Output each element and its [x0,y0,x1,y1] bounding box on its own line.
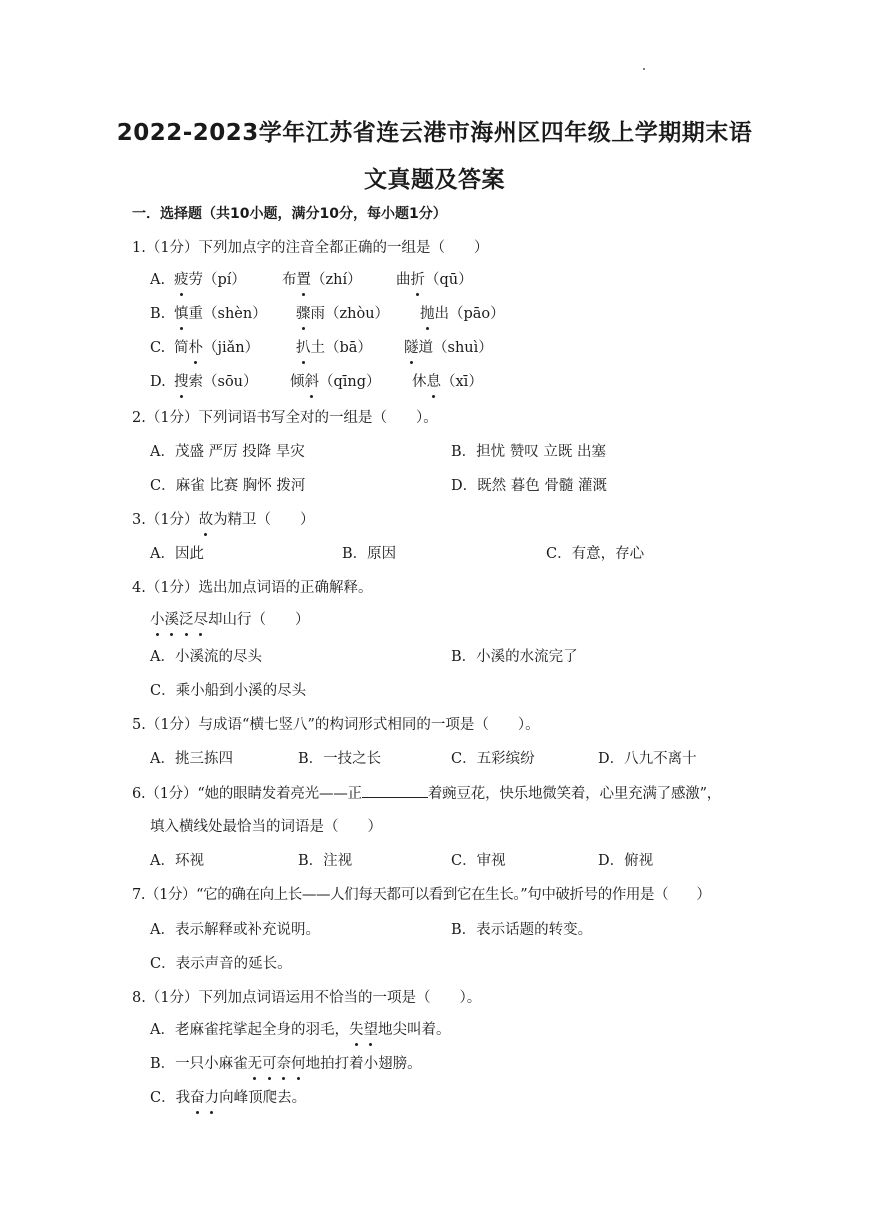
q8-option-b [150,1054,422,1074]
text: 向峰顶爬去。 [219,1090,307,1106]
q4-sentence [150,610,310,630]
emphasis-char: 失 [348,1022,364,1038]
text: 3.（1分） [132,512,199,528]
text: 为精卫（ ） [213,512,315,528]
emphasis-char: 何 [291,1056,306,1072]
emphasis-char: 故 [198,512,214,528]
q1-stem: 1.（1分）下列加点字的注音全都正确的一组是（ ） [132,240,489,256]
q1-b-item3 [420,304,505,324]
q1-option-a [150,270,165,290]
q1-option-c [150,338,165,358]
text: 雨（zhòu） [310,306,390,322]
q5-option-a: A．挑三拣四 [150,751,233,767]
emphasis-char: 奈 [276,1056,292,1072]
text: 道（shuì） [418,340,493,356]
text: 却山行（ ） [208,612,310,628]
emphasis-char: 泛 [179,612,194,628]
text: 布 [282,272,297,288]
emphasis-char: 折 [410,272,425,288]
section-heading: 一．选择题（共10小题，满分10分，每小题1分） [132,206,447,222]
q1-c-item3 [404,338,493,358]
emphasis-char: 搜 [174,374,189,390]
q2-option-a: A．茂盛 严厉 投降 旱灾 [150,444,305,460]
emphasis-char: 尽 [193,612,208,628]
q5-option-c: C．五彩缤纷 [451,751,535,767]
q4-stem: 4.（1分）选出加点词语的正确解释。 [132,580,373,596]
emphasis-char: 隧 [404,340,419,356]
q6-option-a: A．环视 [150,853,204,869]
q5-stem: 5.（1分）与成语“横七竖八”的构词形式相同的一项是（ ）。 [132,717,540,733]
q6-stem-line2: 填入横线处最恰当的词语是（ ） [150,819,382,835]
text: 简 [174,340,189,356]
text: 出（pāo） [434,306,505,322]
emphasis-char: 抛 [420,306,435,322]
q2-option-c: C．麻雀 比赛 胸怀 拨河 [150,478,306,494]
text: 劳（pí） [188,272,246,288]
q1-b-item1 [174,304,267,324]
text: （jiǎn） [203,340,260,356]
q6-option-b: B．注视 [298,853,353,869]
document-title-line1: 2022-2023学年江苏省连云港市海州区四年级上学期期末语 [116,120,753,146]
text: 地拍打着小翅膀。 [305,1056,422,1072]
text: 重（shèn） [188,306,267,322]
text: （zhí） [311,272,362,288]
text: 土（bā） [310,340,372,356]
text: 地尖叫着。 [377,1022,451,1038]
corner-dot [643,68,645,70]
emphasis-char: 小 [150,612,165,628]
emphasis-char: 朴 [188,340,203,356]
q1-a-item1 [174,270,246,290]
q3-option-c: C．有意，存心 [546,546,645,562]
q6-option-c: C．审视 [451,853,506,869]
q2-option-d: D．既然 暮色 骨髓 灌溉 [451,478,607,494]
text: 曲 [396,272,411,288]
q8-stem: 8.（1分）下列加点词语运用不恰当的一项是（ ）。 [132,990,482,1006]
emphasis-char: 可 [262,1056,277,1072]
q8-option-c [150,1088,306,1108]
q6-option-d: D．俯视 [598,853,654,869]
q6-stem [132,783,721,804]
emphasis-char: 扒 [296,340,311,356]
q4-option-a: A．小溪流的尽头 [150,649,262,665]
q1-option-b [150,304,165,324]
emphasis-char: 无 [247,1056,263,1072]
emphasis-char: 斜 [304,374,319,390]
option-label: B. [150,306,166,322]
emphasis-char: 疲 [174,272,189,288]
q3-option-b: B．原因 [342,546,397,562]
emphasis-char: 息 [426,374,441,390]
text: （qīng） [319,374,381,390]
text: B．一只小麻雀 [150,1056,248,1072]
document-title-line2: 文真题及答案 [364,167,505,193]
q3-stem [132,510,315,530]
text: 着豌豆花，快乐地微笑着，心里充满了感激”， [427,786,722,802]
q1-c-item1 [174,338,259,358]
option-label: D. [150,374,166,390]
q5-option-b: B．一技之长 [298,751,382,767]
q8-option-a [150,1020,450,1040]
text: （xī） [441,374,483,390]
emphasis-char: 慎 [174,306,189,322]
emphasis-char: 骤 [296,306,311,322]
q1-a-item3 [396,270,473,290]
q1-option-d [150,372,166,392]
emphasis-char: 力 [204,1090,220,1106]
text: 索（sōu） [188,374,258,390]
option-label: C. [150,340,166,356]
emphasis-char: 奋 [190,1090,205,1106]
q4-option-c: C．乘小船到小溪的尽头 [150,683,307,699]
q1-a-item2 [282,270,362,290]
emphasis-char: 望 [363,1022,378,1038]
q2-stem: 2.（1分）下列词语书写全对的一组是（ ）。 [132,410,438,426]
q2-option-b: B．担忧 赞叹 立既 出塞 [451,444,606,460]
text: 倾 [290,374,305,390]
q1-b-item2 [296,304,389,324]
q5-option-d: D．八九不离十 [598,751,697,767]
emphasis-char: 置 [296,272,311,288]
q3-option-a: A．因此 [150,546,204,562]
text: A．老麻雀挓挲起全身的羽毛， [150,1022,349,1038]
q7-option-a: A．表示解释或补充说明。 [150,922,320,938]
emphasis-char: 溪 [164,612,179,628]
text: （qū） [425,272,473,288]
q7-stem: 7.（1分）“它的确在向上长——人们每天都可以看到它在生长。”句中破折号的作用是（ ） [132,887,711,903]
q1-d-item1 [174,372,258,392]
option-label: A. [150,272,166,288]
text: 6.（1分）“她的眼睛发着亮光——正 [132,786,362,802]
q1-d-item3 [412,372,483,392]
fill-blank [362,783,428,798]
q1-d-item2 [290,372,381,392]
text: 休 [412,374,427,390]
q7-option-c: C．表示声音的延长。 [150,956,292,972]
q1-c-item2 [296,338,372,358]
q4-option-b: B．小溪的水流完了 [451,649,578,665]
text: C．我 [150,1090,191,1106]
q7-option-b: B．表示话题的转变。 [451,922,593,938]
